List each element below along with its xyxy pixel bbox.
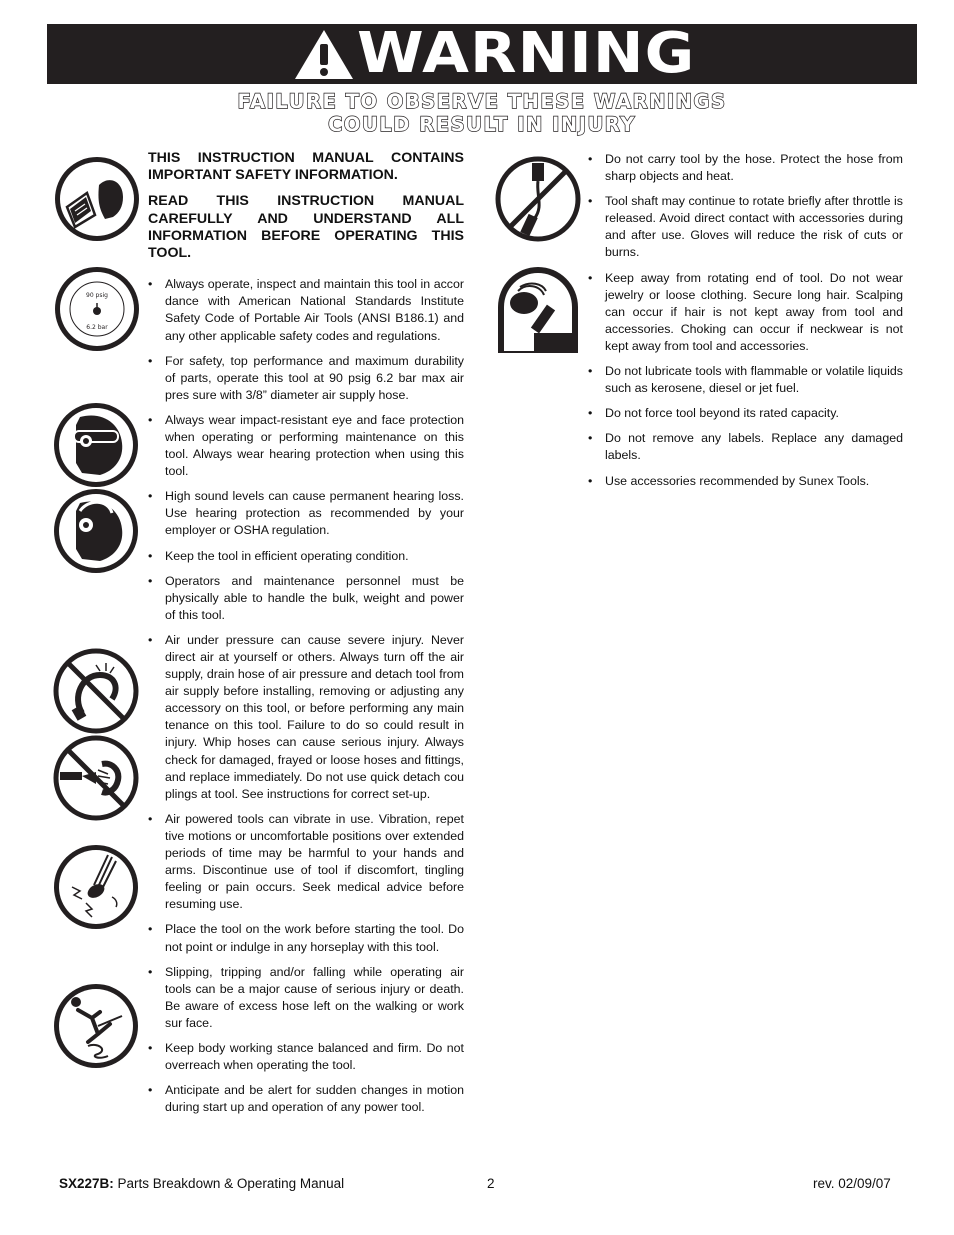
vibration-icon: [52, 843, 140, 931]
no-hose-whip-icon: [52, 647, 140, 735]
list-item: • Always wear impact-resistant eye and face protection when operating or performing maintenance on this tool. Always wear hearing protection when using this tool.: [148, 412, 464, 480]
no-carry-by-hose-icon: [494, 155, 582, 243]
left-column: [148, 150, 464, 1124]
no-air-at-body-icon: [52, 734, 140, 822]
hearing-protection-icon: [52, 487, 140, 575]
warning-triangle-icon: [293, 27, 355, 81]
right-column: [588, 151, 903, 498]
eye-protection-icon: [52, 401, 140, 489]
footer-manual-title: [59, 1176, 344, 1191]
list-item: • Tool shaft may continue to rotate briefly after throttle is released. Avoid direct contact with accessories during and after use. Gloves will reduce the risk of cuts or burns.: [588, 193, 903, 261]
list-item: • Operators and maintenance personnel must be physically able to handle the bulk, weight and power of this tool.: [148, 573, 464, 624]
list-item: • Air under pressure can cause severe injury. Never direct air at yourself or others. Always turn off the air supply, drain hose of air pressure and detach tool from air supply before installing, removing or adjusting any accessory on this tool, or before performing any main tenance on this tool. Failure to do so could result in injury. Whip hoses can cause serious injury. Always check for damaged, frayed or loose hoses and fittings, and replace immediately. Do not use quick detach cou plings at tool. See instructions for correct set-up.: [148, 632, 464, 803]
list-item: • Air powered tools can vibrate in use. Vibration, repet tive motions or uncomfortable positions over extended periods of time may be harmful to your hands and arms. Discontinue use of tool if discomfort, tingling feeling or pain occurs. Seek medical advice before resuming use.: [148, 811, 464, 914]
page-number: 2: [487, 1176, 495, 1191]
revision-date: rev. 02/09/07: [813, 1176, 891, 1191]
gauge-bottom-text: 6.2 bar: [86, 324, 108, 331]
intro-read-manual: READ THIS INSTRUCTION MANUAL CAREFULLY AND UNDERSTAND ALL INFORMATION BEFORE OPERATING THIS TOOL.: [148, 193, 464, 262]
warning-title: WARNING: [357, 21, 696, 86]
subtitle-line-2: COULD RESULT IN INJURY: [328, 113, 636, 136]
list-item: • Keep away from rotating end of tool. Do not wear jewelry or loose clothing. Secure long hair. Scalping can occur if hair is not kept away from tool and accessories. Choking can occur if neckwear is not kept away from tool and accessories.: [588, 270, 903, 355]
list-item: • Do not force tool beyond its rated capacity.: [588, 405, 903, 422]
read-manual-icon: [53, 155, 141, 243]
footer-model: SX227B:: [59, 1176, 114, 1191]
rotating-hair-icon: [494, 265, 582, 353]
slip-trip-icon: [52, 982, 140, 1070]
list-item: • Use accessories recommended by Sunex Tools.: [588, 473, 903, 490]
list-item: • Keep body working stance balanced and firm. Do not overreach when operating the tool.: [148, 1040, 464, 1074]
list-item: • For safety, top performance and maximum durability of parts, operate this tool at 90 psig 6.2 bar max air pres sure with 3/8” diameter air supply hose.: [148, 353, 464, 404]
intro-important-info: THIS INSTRUCTION MANUAL CONTAINS IMPORTANT SAFETY INFORMATION.: [148, 150, 464, 184]
warning-subtitle: [0, 90, 954, 136]
list-item: • Do not carry tool by the hose. Protect the hose from sharp objects and heat.: [588, 151, 903, 185]
list-item: • Keep the tool in efficient operating condition.: [148, 548, 464, 565]
gauge-top-text: 90 psig: [86, 292, 108, 299]
right-bullet-list: [588, 151, 903, 490]
left-bullet-list: [148, 276, 464, 1116]
list-item: • Slipping, tripping and/or falling while operating air tools can be a major cause of serious injury or death. Be aware of excess hose left on the walking or work sur face.: [148, 964, 464, 1032]
footer-title: Parts Breakdown & Operating Manual: [113, 1176, 345, 1191]
list-item: • Do not lubricate tools with flammable or volatile liquids such as kerosene, diesel or jet fuel.: [588, 363, 903, 397]
list-item: • Do not remove any labels. Replace any damaged labels.: [588, 430, 903, 464]
warning-banner: [47, 21, 917, 86]
list-item: • Anticipate and be alert for sudden changes in motion during start up and operation of any power tool.: [148, 1082, 464, 1116]
list-item: • Always operate, inspect and maintain this tool in accor dance with American National Standards Institute Safety Code of Portable Air Tools (ANSI B186.1) and any other applicable safety codes and regulations.: [148, 276, 464, 344]
list-item: • Place the tool on the work before starting the tool. Do not point or indulge in any horseplay with this tool.: [148, 921, 464, 955]
pressure-gauge-icon: [53, 265, 141, 353]
subtitle-line-1: FAILURE TO OBSERVE THESE WARNINGS: [237, 90, 727, 113]
list-item: • High sound levels can cause permanent hearing loss. Use hearing protection as recommended by your employer or OSHA regulation.: [148, 488, 464, 539]
